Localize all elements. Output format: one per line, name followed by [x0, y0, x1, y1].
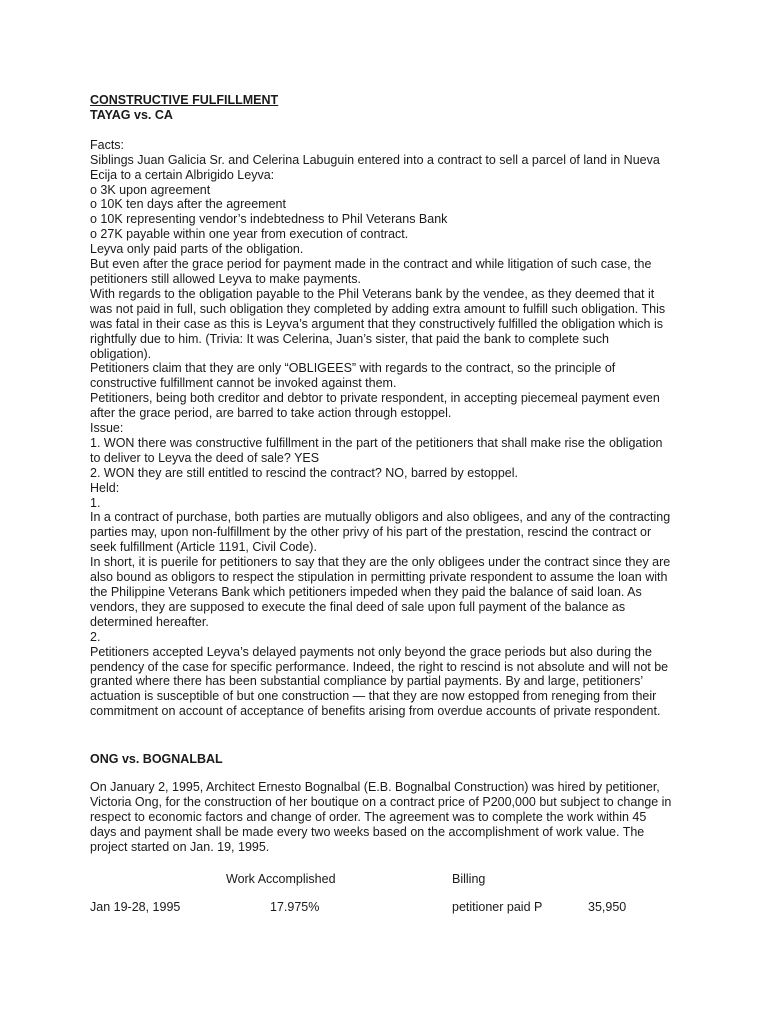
text-line: o 10K representing vendor’s indebtedness to Phil Veterans Bank	[90, 212, 448, 227]
text-line: was fatal in their case as this is Leyva’s argument that they constructively fulfilled the obligation which is	[90, 316, 663, 331]
text-line: seek fulfillment (Article 1191, Civil Code).	[90, 540, 317, 555]
text-line: project started on Jan. 19, 1995.	[90, 839, 270, 854]
amount-cell: 35,950	[588, 899, 627, 914]
text-line: In short, it is puerile for petitioners to say that they are the only obligees under the contract since they are	[90, 555, 671, 570]
text-line: granted where there has been substantial compliance by partial payments. By and large, petitioners’	[90, 674, 644, 689]
text-line: commitment on account of acceptance of benefits arising from overdue accounts of private respondent.	[90, 704, 661, 719]
text-line: Petitioners accepted Leyva’s delayed payments not only beyond the grace periods but also during the	[90, 644, 652, 659]
text-line: Leyva only paid parts of the obligation.	[90, 242, 304, 257]
held-label: Held:	[90, 480, 120, 495]
text-line: o 3K upon agreement	[90, 182, 211, 197]
text-line: determined hereafter.	[90, 614, 209, 629]
billing-header: Billing	[452, 871, 486, 886]
text-line: to deliver to Leyva the deed of sale? YES	[90, 450, 320, 465]
case-title: TAYAG vs. CA	[90, 107, 173, 122]
text-line: With regards to the obligation payable to the Phil Veterans bank by the vendee, as they deemed that it	[90, 286, 655, 301]
held-number-2: 2.	[90, 629, 101, 644]
text-line: obligation).	[90, 346, 152, 361]
work-cell: 17.975%	[270, 899, 320, 914]
text-line: respect to economic factors and change of order. The agreement was to complete the work within 45	[90, 809, 647, 824]
text-line: Siblings Juan Galicia Sr. and Celerina Labuguin entered into a contract to sell a parcel of land in Nueva	[90, 152, 660, 167]
text-line: petitioners still allowed Leyva to make payments.	[90, 271, 361, 286]
text-line: Petitioners, being both creditor and debtor to private respondent, in accepting piecemeal payment even	[90, 391, 660, 406]
held-2-body	[90, 645, 690, 720]
ong-paragraph	[90, 780, 690, 855]
facts-label: Facts:	[90, 137, 125, 152]
text-line: constructive fulfillment cannot be invoked against them.	[90, 376, 397, 391]
text-line: o 10K ten days after the agreement	[90, 197, 286, 212]
text-line: days and payment shall be made every two weeks based on the accomplishment of work value. The	[90, 824, 645, 839]
billing-label-cell: petitioner paid P	[452, 899, 543, 914]
text-line: On January 2, 1995, Architect Ernesto Bognalbal (E.B. Bognalbal Construction) was hired by petitioner,	[90, 780, 660, 795]
text-line: rightfully due to him. (Trivia: It was Celerina, Juan’s sister, that paid the bank to complete such	[90, 331, 610, 346]
text-line: was not paid in full, such obligation they completed by adding extra amount to fulfill such obligation. This	[90, 301, 666, 316]
text-line: also bound as obligors to respect the stipulation in permitting private respondent to assume the loan with	[90, 570, 668, 585]
text-line: parties may, upon non-fulfillment by the other privy of his part of the prestation, rescind the contract or	[90, 525, 652, 540]
text-line: pendency of the case for specific performance. Indeed, the right to rescind is not absolute and will not be	[90, 659, 669, 674]
text-line: Petitioners claim that they are only “OBLIGEES” with regards to the contract, so the principle of	[90, 361, 616, 376]
text-line: after the grace period, are barred to take action through estoppel.	[90, 406, 452, 421]
text-line: Victoria Ong, for the construction of her boutique on a contract price of P200,000 but subject to change in	[90, 794, 672, 809]
document-page	[90, 93, 690, 915]
case-title-2: ONG vs. BOGNALBAL	[90, 752, 223, 767]
facts-body	[90, 153, 690, 421]
text-line: 1. WON there was constructive fulfillment in the part of the petitioners that shall make rise the obligation	[90, 435, 663, 450]
issue-body	[90, 436, 690, 481]
text-line: But even after the grace period for payment made in the contract and while litigation of such case, the	[90, 257, 652, 272]
work-accomplished-header: Work Accomplished	[226, 871, 336, 886]
held-number-1: 1.	[90, 495, 101, 510]
text-line: 2. WON they are still entitled to rescind the contract? NO, barred by estoppel.	[90, 465, 518, 480]
section-heading: CONSTRUCTIVE FULFILLMENT	[90, 93, 279, 107]
text-line: the Philippine Veterans Bank which petitioners impeded when they paid the balance of said loan. As	[90, 585, 642, 599]
table-row	[90, 900, 690, 915]
payment-table-header	[90, 872, 690, 887]
issue-label: Issue:	[90, 421, 124, 436]
text-line: vendors, they are supposed to execute the final deed of sale upon full payment of the balance as	[90, 599, 626, 614]
held-1-body	[90, 510, 690, 629]
period-cell: Jan 19-28, 1995	[90, 899, 181, 914]
text-line: In a contract of purchase, both parties are mutually obligors and also obligees, and any of the contracting	[90, 510, 671, 525]
text-line: actuation is susceptible of but one construction — that they are now estopped from reneging from their	[90, 689, 657, 704]
text-line: o 27K payable within one year from execution of contract.	[90, 227, 409, 242]
text-line: Ecija to a certain Albrigido Leyva:	[90, 167, 275, 182]
